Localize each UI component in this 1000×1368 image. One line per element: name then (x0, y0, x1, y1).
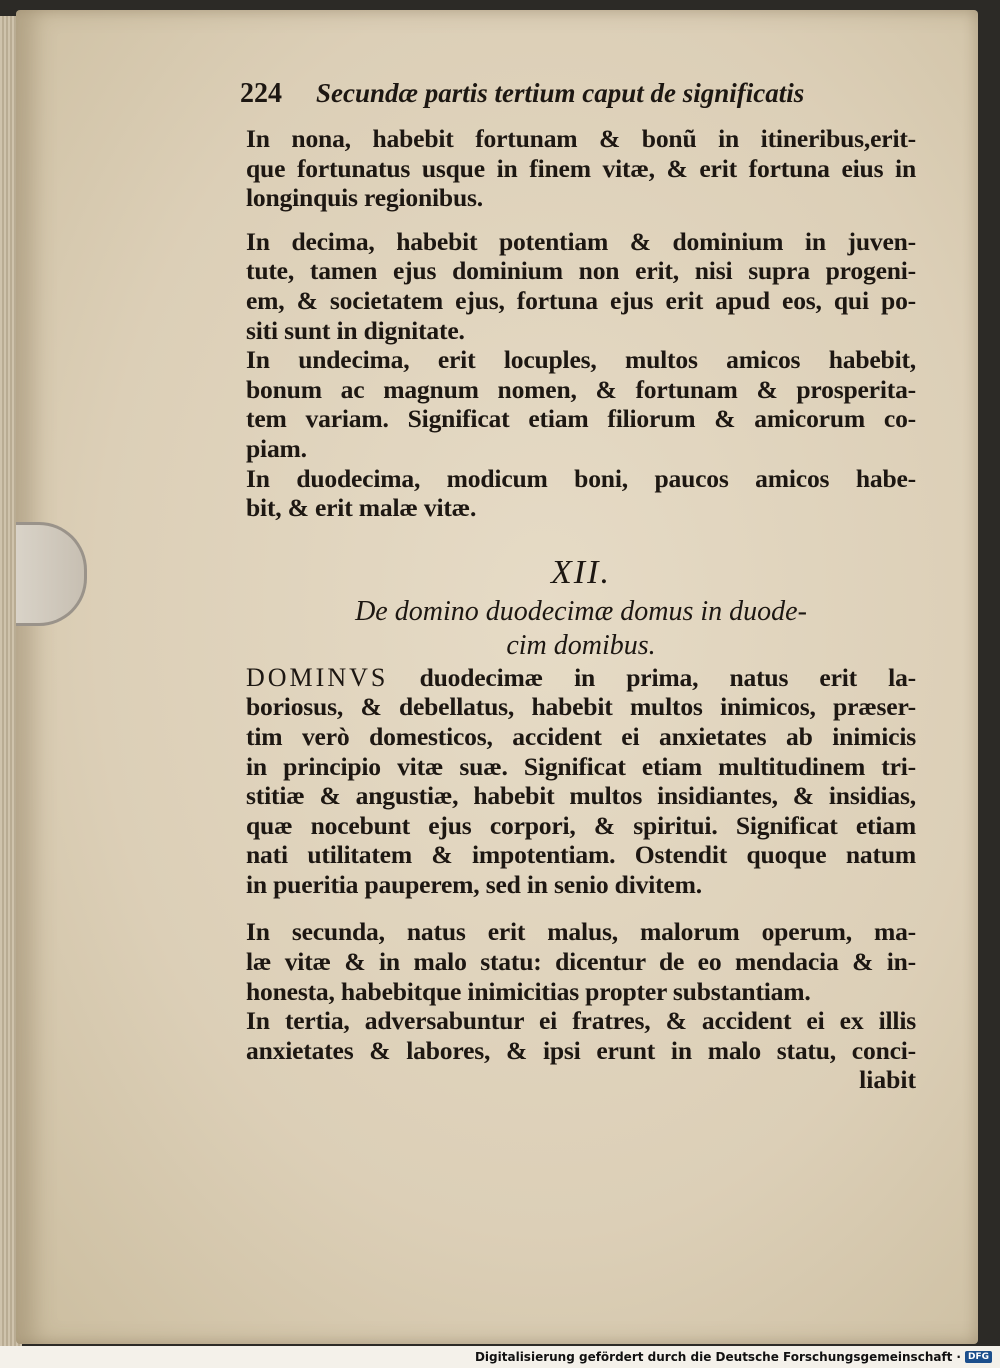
text-line: tute, tamen ejus dominium non erit, nisi supra progeni- (246, 256, 916, 286)
text-line: siti sunt in dignitate. (246, 315, 465, 345)
text-line: in pueritia pauperem, sed in senio divitem. (246, 869, 702, 899)
text-line: bit, & erit malæ vitæ. (246, 493, 477, 523)
text-line: piam. (246, 433, 307, 463)
text-line-rest: duodecimæ in prima, natus erit la- (419, 662, 917, 692)
running-title: Secundæ partis tertium caput de significatis (316, 78, 805, 108)
page-number: 224 (240, 78, 282, 109)
text-line: In tertia, adversabuntur ei fratres, & accident ei ex illis (246, 1006, 916, 1036)
text-line: que fortunatus usque in finem vitæ, & erit fortuna eius in (246, 153, 916, 183)
text-line: boriosus, & debellatus, habebit multos inimicos, præser- (246, 692, 916, 722)
running-header (240, 78, 916, 124)
text-line: honesta, habebitque inimicitias propter substantiam. (246, 976, 811, 1006)
text-line: longinquis regionibus. (246, 183, 483, 213)
text-line: anxietates & labores, & ipsi erunt in malo statu, conci- (246, 1035, 916, 1065)
digitization-credit: Digitalisierung gefördert durch die Deutsche Forschungsgemeinschaft · DFG (475, 1350, 992, 1364)
text-line: stitiæ & angustiæ, habebit multos insidiantes, & insidias, (246, 781, 916, 811)
text-line: In duodecima, modicum boni, paucos amicos habe- (246, 463, 916, 493)
text-line: In undecima, erit locuples, multos amicos habebit, (246, 345, 916, 375)
text-line: In nona, habebit fortunam & bonũ in itineribus,erit- (246, 124, 916, 153)
text-line: em, & societatem ejus, fortuna ejus erit apud eos, qui po- (246, 285, 916, 315)
catchword: liabit (859, 1065, 916, 1095)
text-line (246, 663, 916, 693)
section-title-line: cim domibus. (506, 629, 656, 661)
text-line: In decima, habebit potentiam & dominium in juven- (246, 226, 916, 256)
credit-text: Digitalisierung gefördert durch die Deutsche Forschungsgemeinschaft (474, 1350, 953, 1364)
text-line: in principio vitæ suæ. Significat etiam multitudinem tri- (246, 751, 916, 781)
page-text (240, 78, 917, 1095)
text-line: tem variam. Significat etiam filiorum & amicorum co- (246, 404, 916, 434)
section-number: XII. (551, 553, 611, 591)
text-line: tim verò domesticos, accident ei anxietates ab inimicis (246, 721, 916, 751)
text-line: nati utilitatem & impotentiam. Ostendit quoque natum (246, 840, 916, 870)
text-line: In secunda, natus erit malus, malorum operum, ma- (246, 917, 916, 947)
bookmark-clip (16, 522, 87, 626)
section-title-line: De domino duodecimæ domus in duode- (355, 595, 807, 627)
text-line: læ vitæ & in malo statu: dicentur de eo mendacia & in- (246, 947, 916, 977)
dfg-logo-icon: DFG (965, 1351, 992, 1363)
initial-word: DOMINVS (246, 662, 389, 692)
text-line: bonum ac magnum nomen, & fortunam & prosperita- (246, 374, 916, 404)
text-line: quæ nocebunt ejus corpori, & spiritui. Significat etiam (246, 810, 916, 840)
